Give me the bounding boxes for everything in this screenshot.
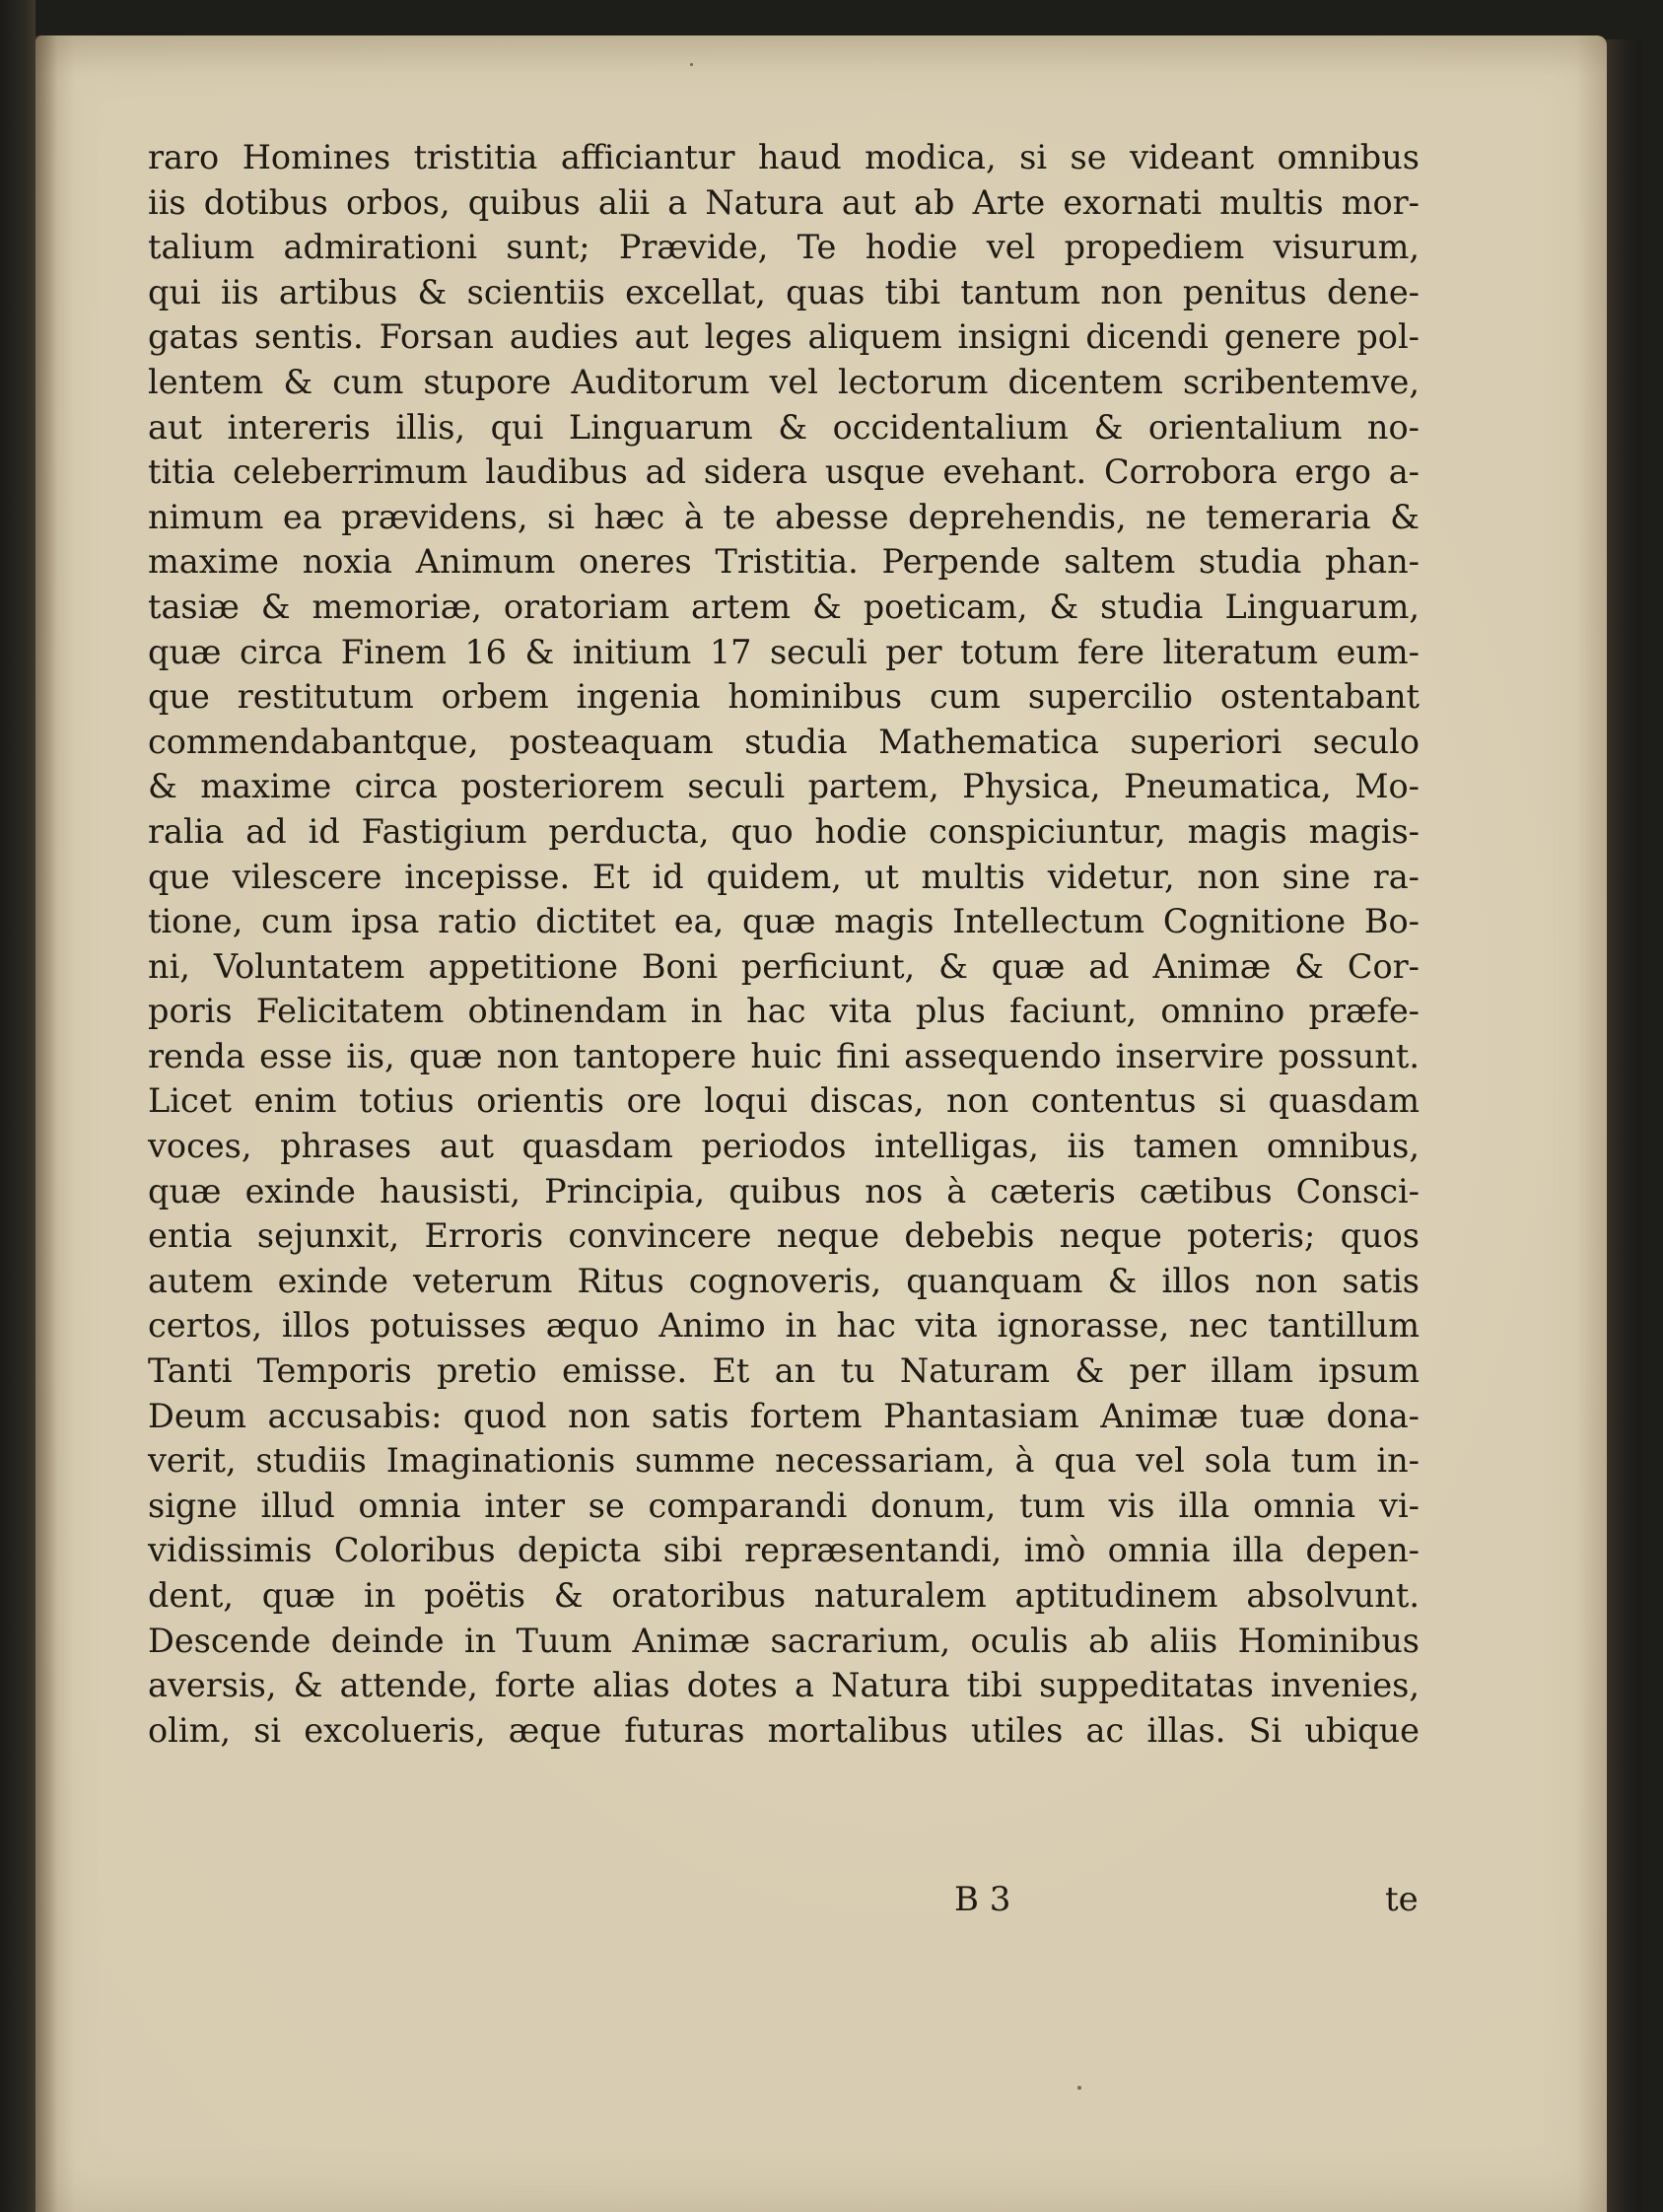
text-line: que restitutum orbem ingenia hominibus cum supercilio ostentabant bbox=[148, 677, 1420, 717]
text-line: voces, phrases aut quasdam periodos intelligas, iis tamen omnibus, bbox=[148, 1127, 1420, 1166]
body-text bbox=[148, 135, 1420, 1753]
text-line: maxime noxia Animum oneres Tristitia. Perpende saltem studia phan- bbox=[148, 542, 1420, 582]
text-line: & maxime circa posteriorem seculi partem, Physica, Pneumatica, Mo- bbox=[148, 767, 1420, 806]
text-line: quæ circa Finem 16 & initium 17 seculi per totum fere literatum eum- bbox=[148, 632, 1420, 671]
paper-speck bbox=[1077, 2086, 1081, 2090]
text-line: verit, studiis Imaginationis summe necessariam, à qua vel sola tum in- bbox=[148, 1441, 1420, 1481]
text-line: vidissimis Coloribus depicta sibi repræsentandi, imò omnia illa depen- bbox=[148, 1531, 1420, 1570]
text-line: certos, illos potuisses æquo Animo in hac vita ignorasse, nec tantillum bbox=[148, 1306, 1420, 1346]
text-line: qui iis artibus & scientiis excellat, quas tibi tantum non penitus dene- bbox=[148, 272, 1420, 311]
text-line: olim, si excolueris, æque futuras mortalibus utiles ac illas. Si ubique bbox=[148, 1710, 1420, 1750]
text-line: renda esse iis, quæ non tantopere huic fini assequendo inservire possunt. bbox=[148, 1036, 1420, 1075]
text-line: talium admirationi sunt; Prævide, Te hodie vel propediem visurum, bbox=[148, 228, 1420, 267]
text-line: entia sejunxit, Erroris convincere neque debebis neque poteris; quos bbox=[148, 1216, 1420, 1256]
text-line: Descende deinde in Tuum Animæ sacrarium, oculis ab aliis Hominibus bbox=[148, 1621, 1420, 1660]
catchword: te bbox=[1385, 1880, 1419, 1919]
text-line: Tanti Temporis pretio emisse. Et an tu Naturam & per illam ipsum bbox=[148, 1351, 1420, 1391]
text-line: quæ exinde hausisti, Principia, quibus nos à cæteris cætibus Consci- bbox=[148, 1171, 1420, 1210]
signature-mark: B 3 bbox=[954, 1880, 1011, 1919]
page-footer bbox=[0, 1880, 1663, 1929]
text-line: ni, Voluntatem appetitione Boni perficiunt, & quæ ad Animæ & Cor- bbox=[148, 946, 1420, 986]
text-line: commendabantque, posteaquam studia Mathematica superiori seculo bbox=[148, 722, 1420, 761]
text-line: dent, quæ in poëtis & oratoribus naturalem aptitudinem absolvunt. bbox=[148, 1576, 1420, 1615]
text-line: signe illud omnia inter se comparandi donum, tum vis illa omnia vi- bbox=[148, 1486, 1420, 1525]
text-line: que vilescere incepisse. Et id quidem, ut multis videtur, non sine ra- bbox=[148, 857, 1420, 896]
text-line: gatas sentis. Forsan audies aut leges aliquem insigni dicendi genere pol- bbox=[148, 317, 1420, 357]
text-line: raro Homines tristitia afficiantur haud modica, si se videant omnibus bbox=[148, 138, 1420, 176]
text-line: autem exinde veterum Ritus cognoveris, quanquam & illos non satis bbox=[148, 1261, 1420, 1300]
text-line: aut intereris illis, qui Linguarum & occidentalium & orientalium no- bbox=[148, 407, 1420, 447]
text-line: nimum ea prævidens, si hæc à te abesse deprehendis, ne temeraria & bbox=[148, 497, 1420, 536]
text-line: iis dotibus orbos, quibus alii a Natura aut ab Arte exornati multis mor- bbox=[148, 182, 1420, 222]
text-line: lentem & cum stupore Auditorum vel lectorum dicentem scribentemve, bbox=[148, 362, 1420, 401]
text-line: Licet enim totius orientis ore loqui discas, non contentus si quasdam bbox=[148, 1081, 1420, 1121]
text-line: aversis, & attende, forte alias dotes a Natura tibi suppeditatas invenies, bbox=[148, 1666, 1420, 1705]
text-line: Deum accusabis: quod non satis fortem Phantasiam Animæ tuæ dona- bbox=[148, 1396, 1420, 1435]
text-line: tione, cum ipsa ratio dictitet ea, quæ magis Intellectum Cognitione Bo- bbox=[148, 902, 1420, 941]
paper-speck bbox=[690, 63, 693, 66]
text-line: ralia ad id Fastigium perducta, quo hodie conspiciuntur, magis magis- bbox=[148, 811, 1420, 851]
text-line: tasiæ & memoriæ, oratoriam artem & poeticam, & studia Linguarum, bbox=[148, 587, 1420, 626]
text-line: poris Felicitatem obtinendam in hac vita plus faciunt, omnino præfe- bbox=[148, 992, 1420, 1031]
text-line: titia celeberrimum laudibus ad sidera usque evehant. Corrobora ergo a- bbox=[148, 452, 1420, 492]
